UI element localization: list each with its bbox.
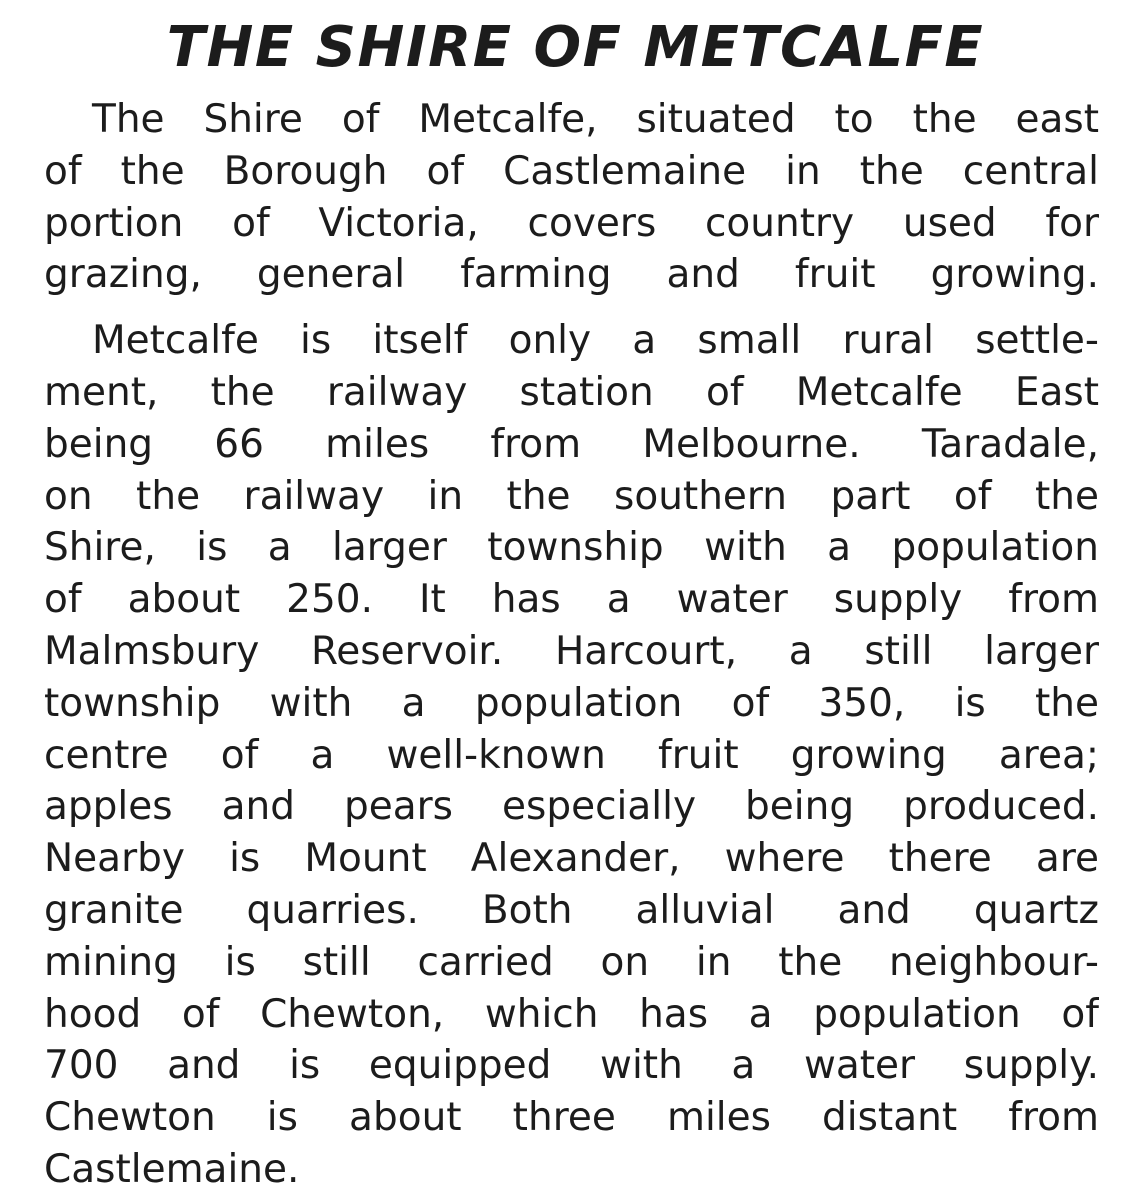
paragraph-line: of the Borough of Castlemaine in the central [44,148,1099,194]
paragraph-line: Shire, is a larger township with a population [44,525,1099,571]
paragraph-line: Metcalfe is itself only a small rural settle- [92,318,1099,364]
paragraph-line: apples and pears especially being produced. [44,784,1099,830]
paragraph-2 [44,315,1099,1196]
paragraph-line: Chewton is about three miles distant from [44,1095,1099,1141]
paragraph-1 [44,94,1099,301]
paragraph-line: Nearby is Mount Alexander, where there are [44,836,1099,882]
paragraph-line: being 66 miles from Melbourne. Taradale, [44,421,1099,467]
paragraph-line: portion of Victoria, covers country used for [44,200,1099,246]
paragraph-line: on the railway in the southern part of the [44,473,1099,519]
paragraph-line: mining is still carried on in the neighbour- [44,939,1099,985]
paragraph-line: The Shire of Metcalfe, situated to the east [92,97,1099,142]
paragraph-line: 700 and is equipped with a water supply. [44,1043,1099,1089]
paragraph-line: Malmsbury Reservoir. Harcourt, a still larger [44,628,1099,674]
paragraph-line: of about 250. It has a water supply from [44,577,1099,623]
paragraph-line: ment, the railway station of Metcalfe East [44,369,1099,415]
paragraph-line: granite quarries. Both alluvial and quartz [44,887,1099,933]
article-title: THE SHIRE OF METCALFE [166,15,985,80]
paragraph-line: hood of Chewton, which has a population of [44,991,1099,1037]
paragraph-line: township with a population of 350, is the [44,680,1099,726]
paragraph-line: Castlemaine. [44,1146,300,1192]
paragraph-line: centre of a well-known fruit growing area; [44,732,1099,778]
paragraph-line: grazing, general farming and fruit growing. [44,252,1099,298]
